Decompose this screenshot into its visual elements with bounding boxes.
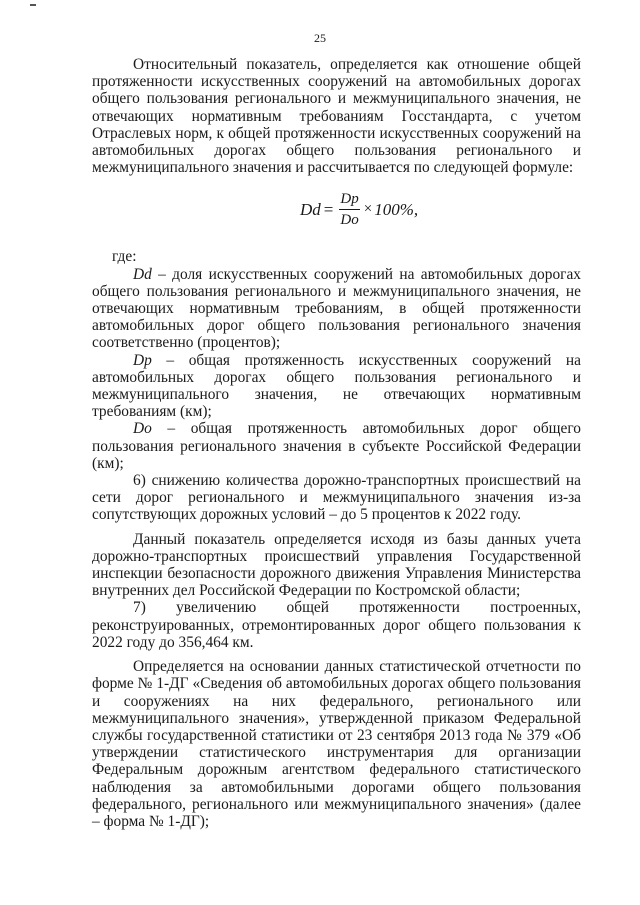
definition-do-text: – общая протяженность автомобильных дорог общего пользования регионального значения в субъекте Российской Федерации (км); — [92, 420, 581, 472]
list-item-7-source: Определяется на основании данных статистической отчетности по форме № 1-ДГ «Сведения об автомобильных дорогах общего пользования и сооружениях на них федерального, регионального или межмуниципального значения», утвержденной приказом Федеральной службы государственной статистики от 23 сентября 2013 года № 379 «Об утверждении статистического инструментария для организации Федеральным дорожным агентством федерального статистического наблюдения за автомобильными дорогами общего пользования федерального, регионального или межмуниципального значения» (далее – форма № 1-ДГ); — [92, 658, 581, 830]
definition-dp — [92, 352, 581, 421]
where-label: где: — [112, 248, 137, 266]
list-item-6: 6) снижению количества дорожно-транспортных происшествий на сети дорог регионального и межмуниципального значения из-за сопутствующих дорожных условий – до 5 процентов к 2022 году. — [92, 472, 581, 524]
formula-denominator: Do — [340, 212, 359, 229]
document-body — [92, 56, 581, 830]
formula-fraction — [339, 190, 359, 229]
formula — [300, 190, 418, 229]
formula-factor: 100%, — [374, 200, 419, 220]
definition-dp-text: – общая протяженность искусственных сооружений на автомобильных дорогах общего пользования регионального и межмуниципального значения, не отвечающих нормативным требованиям (км); — [92, 351, 581, 421]
list-item-7: 7) увеличению общей протяженности построенных, реконструированных, отремонтированных дорог общего пользования к 2022 году до 356,464 км. — [92, 599, 581, 651]
variable-do: Do — [133, 420, 152, 438]
definition-dd — [92, 266, 581, 352]
scan-corner-mark — [30, 4, 36, 6]
page-number: 25 — [314, 31, 326, 45]
variable-dd: Dd — [133, 265, 152, 283]
variable-dp: Dp — [133, 351, 152, 369]
formula-lhs: Dd — [300, 200, 321, 220]
formula-times: × — [363, 201, 373, 218]
paragraph-indicator-definition: Относительный показатель, определяется как отношение общей протяженности искусственных сооружений на автомобильных дорогах общего пользования регионального и межмуниципального значения, не отвечающих нормативным требованиям Госстандарта, с учетом Отраслевых норм, к общей протяженности искусственных сооружений на автомобильных дорогах общего пользования регионального и межмуниципального значения и рассчитывается по следующей формуле: — [92, 56, 581, 177]
formula-block — [92, 184, 581, 242]
definition-dd-text: – доля искусственных сооружений на автомобильных дорогах общего пользования регионального и межмуниципального значения, не отвечающих нормативным требованиям, в общей протяженности автомобильных дорог общего пользования регионального значения соответственно (процентов); — [92, 265, 581, 352]
definition-do — [92, 420, 581, 472]
formula-equals: = — [323, 200, 334, 220]
formula-numerator: Dp — [339, 190, 359, 210]
list-item-6-source: Данный показатель определяется исходя из базы данных учета дорожно-транспортных происшествий управления Государственной инспекции безопасности дорожного движения Управления Министерства внутренних дел Российской Федерации по Костромской области; — [92, 530, 581, 600]
